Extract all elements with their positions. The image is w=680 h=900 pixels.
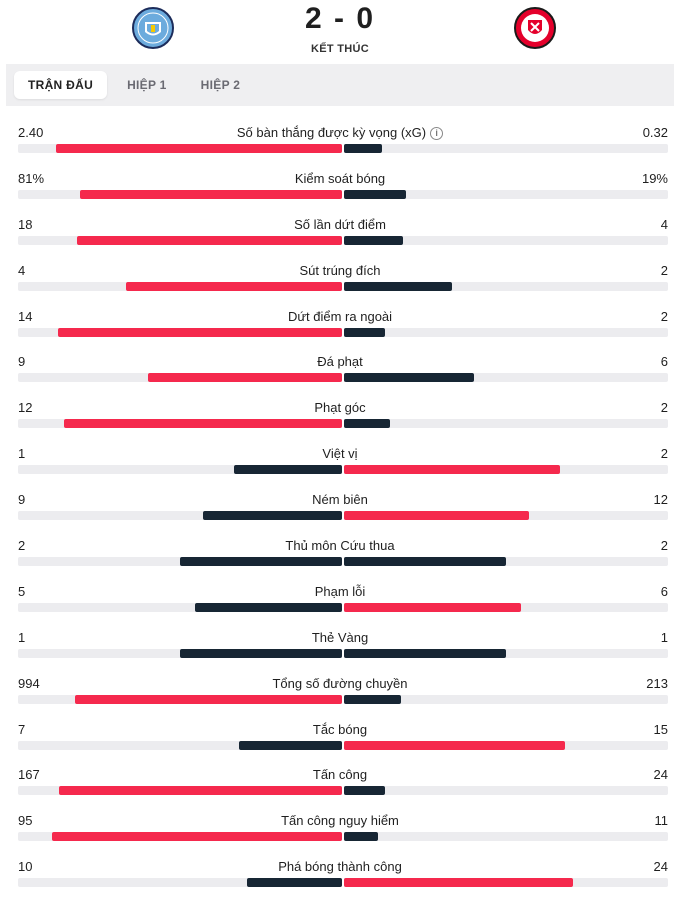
stat-label [0,492,680,507]
away-bar [344,878,573,887]
stat-row [0,671,680,717]
home-value: 12 [18,400,33,416]
away-value: 15 [653,721,668,737]
stat-row [0,808,680,854]
home-bar-track [18,741,342,750]
away-bar-track [344,328,668,337]
stat-label-text: Số bàn thắng được kỳ vọng (xG) [236,125,427,140]
stat-label-text: Tấn công [312,767,368,783]
stat-label [0,171,680,186]
home-bar-track [18,282,342,291]
away-bar-track [344,557,668,566]
home-value: 9 [18,354,26,370]
away-bar [344,603,521,612]
stat-row [0,120,680,166]
stat-label-text: Phá bóng thành công [278,859,402,875]
away-bar [344,557,506,566]
home-bar [234,465,342,474]
stat-row [0,441,680,487]
away-bar-track [344,832,668,841]
stat-label [0,630,680,645]
stat-label-text: Tắc bóng [312,721,368,737]
away-value: 2 [660,262,668,278]
away-bar [344,328,385,337]
away-bar-track [344,786,668,795]
stat-label [0,538,680,553]
home-bar [77,236,342,245]
match-score: 2 - 0 [304,2,376,35]
away-bar [344,190,406,199]
stat-label-text: Phạm lỗi [314,583,366,599]
match-status: KẾT THÚC [310,43,369,55]
home-bar [64,419,342,428]
stat-label-text: Đá phạt [317,354,363,370]
period-tabs [6,64,674,106]
home-value: 18 [18,216,33,232]
stat-label-text: Kiểm soát bóng [294,170,386,186]
away-value: 2 [660,538,668,554]
home-value: 1 [18,446,26,462]
home-bar-track [18,603,342,612]
stat-row [0,487,680,533]
stat-label-text: Số lần dứt điểm [294,216,386,232]
stat-label [0,446,680,461]
stat-row [0,533,680,579]
home-bar [75,695,342,704]
away-bar [344,832,378,841]
stat-label [0,859,680,874]
stat-label-text: Phạt góc [314,400,366,416]
home-value: 4 [18,262,26,278]
away-bar [344,695,401,704]
home-value: 7 [18,721,26,737]
stat-label-text: Tổng số đường chuyền [272,675,408,691]
away-bar-track [344,282,668,291]
home-value: 1 [18,629,26,645]
away-bar [344,465,560,474]
away-bar [344,144,382,153]
away-value: 2 [660,400,668,416]
tab-match[interactable]: TRẬN ĐẤU [14,71,107,99]
home-value: 2.40 [18,125,44,140]
home-bar-track [18,144,342,153]
stat-label-text: Dứt điểm ra ngoài [287,308,393,324]
away-bar-track [344,603,668,612]
away-bar [344,373,474,382]
home-bar [148,373,342,382]
home-value: 5 [18,583,26,599]
away-bar-track [344,236,668,245]
stat-row [0,854,680,900]
away-bar-track [344,419,668,428]
away-bar-track [344,144,668,153]
home-bar-track [18,557,342,566]
stat-label [0,584,680,599]
away-value: 213 [646,675,668,691]
info-icon[interactable]: i [430,127,443,140]
stat-label-text: Việt vị [322,446,358,462]
away-bar [344,649,506,658]
away-value: 2 [660,308,668,324]
home-bar [180,557,342,566]
stat-label [0,263,680,278]
home-bar-track [18,328,342,337]
stat-label [0,767,680,782]
home-bar [126,282,342,291]
home-value: 14 [18,308,33,324]
home-bar-track [18,649,342,658]
away-value: 2 [660,446,668,462]
away-bar-track [344,649,668,658]
stat-row [0,625,680,671]
stat-row [0,579,680,625]
stat-row [0,304,680,350]
home-bar-track [18,190,342,199]
home-value: 994 [18,675,40,691]
away-value: 6 [660,583,668,599]
away-value: 11 [654,813,668,829]
away-value: 24 [653,767,668,783]
stats-list [0,120,680,900]
home-bar-track [18,695,342,704]
tab-second-half[interactable]: HIỆP 2 [200,78,241,92]
away-bar-track [344,878,668,887]
stat-label [0,722,680,737]
home-bar-track [18,465,342,474]
home-value: 2 [18,538,26,554]
home-value: 9 [18,492,26,508]
home-value: 81% [18,170,45,186]
stat-row [0,717,680,763]
home-bar-track [18,511,342,520]
stat-label [0,354,680,369]
home-bar [195,603,342,612]
away-bar [344,419,390,428]
stat-row [0,349,680,395]
stat-label-text: Tấn công nguy hiểm [281,813,399,829]
stat-label [0,813,680,828]
away-value: 24 [653,859,668,875]
stat-row [0,212,680,258]
home-bar-track [18,236,342,245]
home-value: 167 [18,767,40,783]
away-bar [344,741,565,750]
stat-row [0,762,680,808]
away-bar-track [344,373,668,382]
away-value: 12 [653,492,668,508]
stat-row [0,395,680,441]
home-bar-track [18,373,342,382]
stat-row [0,166,680,212]
stat-label [0,217,680,232]
home-value: 95 [18,813,33,829]
home-bar [239,741,342,750]
away-bar-track [344,511,668,520]
home-bar [80,190,342,199]
away-bar-track [344,190,668,199]
stat-label-text: Ném biên [312,492,368,508]
away-bar [344,786,385,795]
home-bar [180,649,342,658]
away-bar-track [344,695,668,704]
sheffield-united-crest-icon[interactable] [513,6,557,50]
home-bar [58,328,342,337]
home-bar [56,144,342,153]
home-bar-track [18,419,342,428]
away-value: 6 [660,354,668,370]
away-bar [344,282,452,291]
away-value: 19% [641,170,668,186]
stat-label [0,125,680,140]
stat-label [0,400,680,415]
away-value: 4 [660,216,668,232]
home-bar-track [18,832,342,841]
away-value: 1 [660,629,668,645]
stat-label [0,676,680,691]
home-bar [59,786,342,795]
home-bar-track [18,878,342,887]
home-bar-track [18,786,342,795]
stat-label [0,309,680,324]
stat-label-text: Thẻ Vàng [311,629,369,645]
home-bar [203,511,342,520]
stat-label-text: Thủ môn Cứu thua [285,538,395,554]
away-bar-track [344,465,668,474]
stat-row [0,258,680,304]
stat-label-text: Sút trúng đích [299,262,381,278]
away-bar [344,236,403,245]
home-bar [52,832,342,841]
away-bar [344,511,529,520]
away-bar-track [344,741,668,750]
away-value: 0.32 [642,125,668,140]
tab-first-half[interactable]: HIỆP 1 [127,78,167,92]
home-value: 10 [18,859,33,875]
match-header [0,0,680,62]
home-bar [247,878,342,887]
